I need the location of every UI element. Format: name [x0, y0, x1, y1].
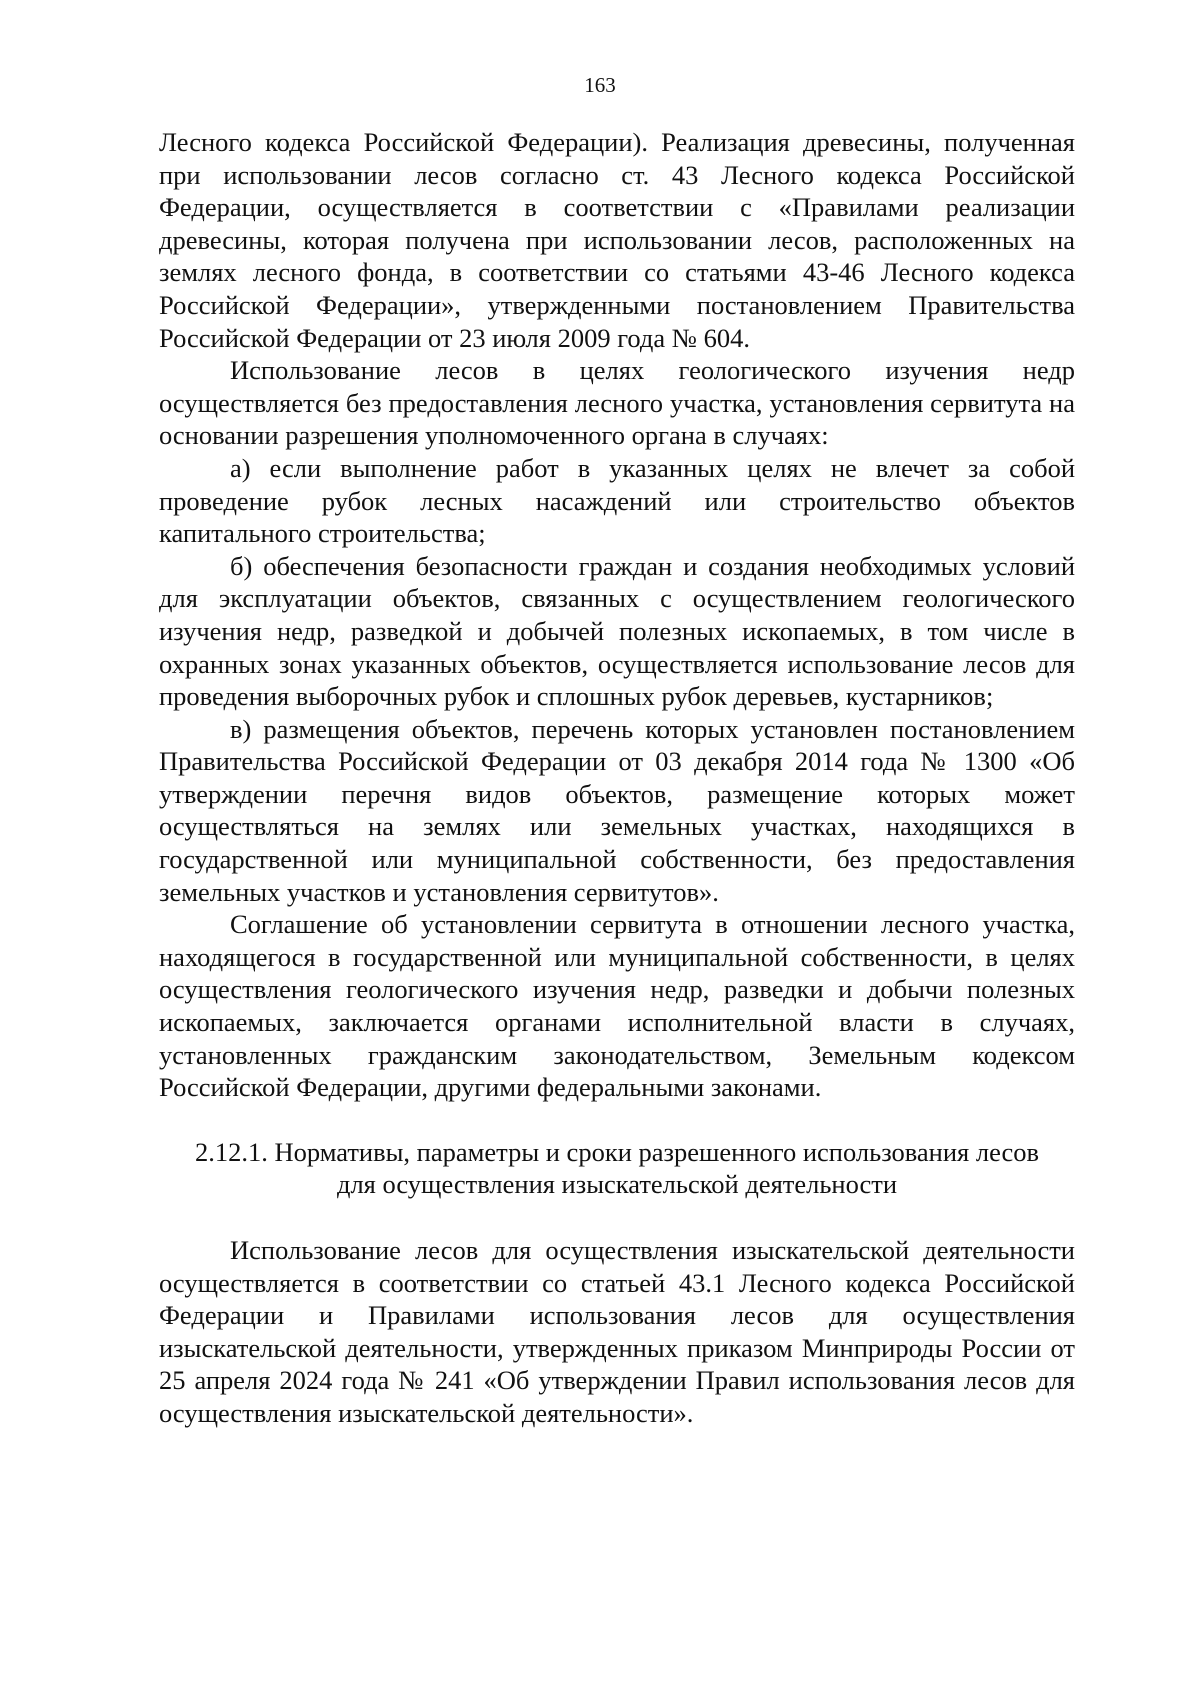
paragraph-servitude-agreement: Соглашение об установлении сервитута в отношении лесного участка, находящегося в государственной или муниципальной собственности, в целях осуществления геологического изучения недр, разведки и добычи полезных ископаемых, заключается органами исполнительной власти в случаях, установленных гражданским законодательством, Земельным кодексом Российской Федерации, другими федеральными законами. — [159, 909, 1075, 1103]
list-item-b: б) обеспечения безопасности граждан и создания необходимых условий для эксплуатации объектов, связанных с осуществлением геологического изучения недр, разведкой и добычей полезных ископаемых, в том числе в охранных зонах указанных объектов, осуществляется использование лесов для проведения выборочных рубок и сплошных рубок деревьев, кустарников; — [159, 550, 1075, 712]
document-body — [159, 126, 1075, 1430]
list-item-a: а) если выполнение работ в указанных целях не влечет за собой проведение рубок лесных насаждений или строительство объектов капитального строительства; — [159, 452, 1075, 549]
section-heading-line-1: 2.12.1. Нормативы, параметры и сроки разрешенного использования лесов — [194, 1136, 1040, 1167]
paragraph-geological-study: Использование лесов в целях геологического изучения недр осуществляется без предоставления лесного участка, установления сервитута на основании разрешения уполномоченного органа в случаях: — [159, 355, 1075, 451]
paragraph-survey-activity: Использование лесов для осуществления изыскательской деятельности осуществляется в соответствии со статьей 43.1 Лесного кодекса Российской Федерации и Правилами использования лесов для осуществления изыскательской деятельности, утвержденных приказом Минприроды России от 25 апреля 2024 года № 241 «Об утверждении Правил использования лесов для осуществления изыскательской деятельности». — [159, 1235, 1075, 1428]
page-number: 163 — [584, 73, 616, 97]
paragraph-timber-sale: Лесного кодекса Российской Федерации). Реализация древесины, полученная при использовании лесов согласно ст. 43 Лесного кодекса Российской Федерации, осуществляется в соответствии с «Правилами реализации древесины, которая получена при использовании лесов, расположенных на землях лесного фонда, в соответствии со статьями 43-46 Лесного кодекса Российской Федерации», утвержденными постановлением Правительства Российской Федерации от 23 июля 2009 года № 604. — [159, 127, 1075, 353]
section-heading — [159, 1136, 1075, 1201]
section-heading-line-2: для осуществления изыскательской деятельности — [336, 1169, 898, 1200]
list-item-v: в) размещения объектов, перечень которых установлен постановлением Правительства Российской Федерации от 03 декабря 2014 года № 1300 «Об утверждении перечня видов объектов, размещение которых может осуществляться на землях или земельных участках, находящихся в государственной или муниципальной собственности, без предоставления земельных участков и установления сервитутов». — [159, 713, 1075, 907]
